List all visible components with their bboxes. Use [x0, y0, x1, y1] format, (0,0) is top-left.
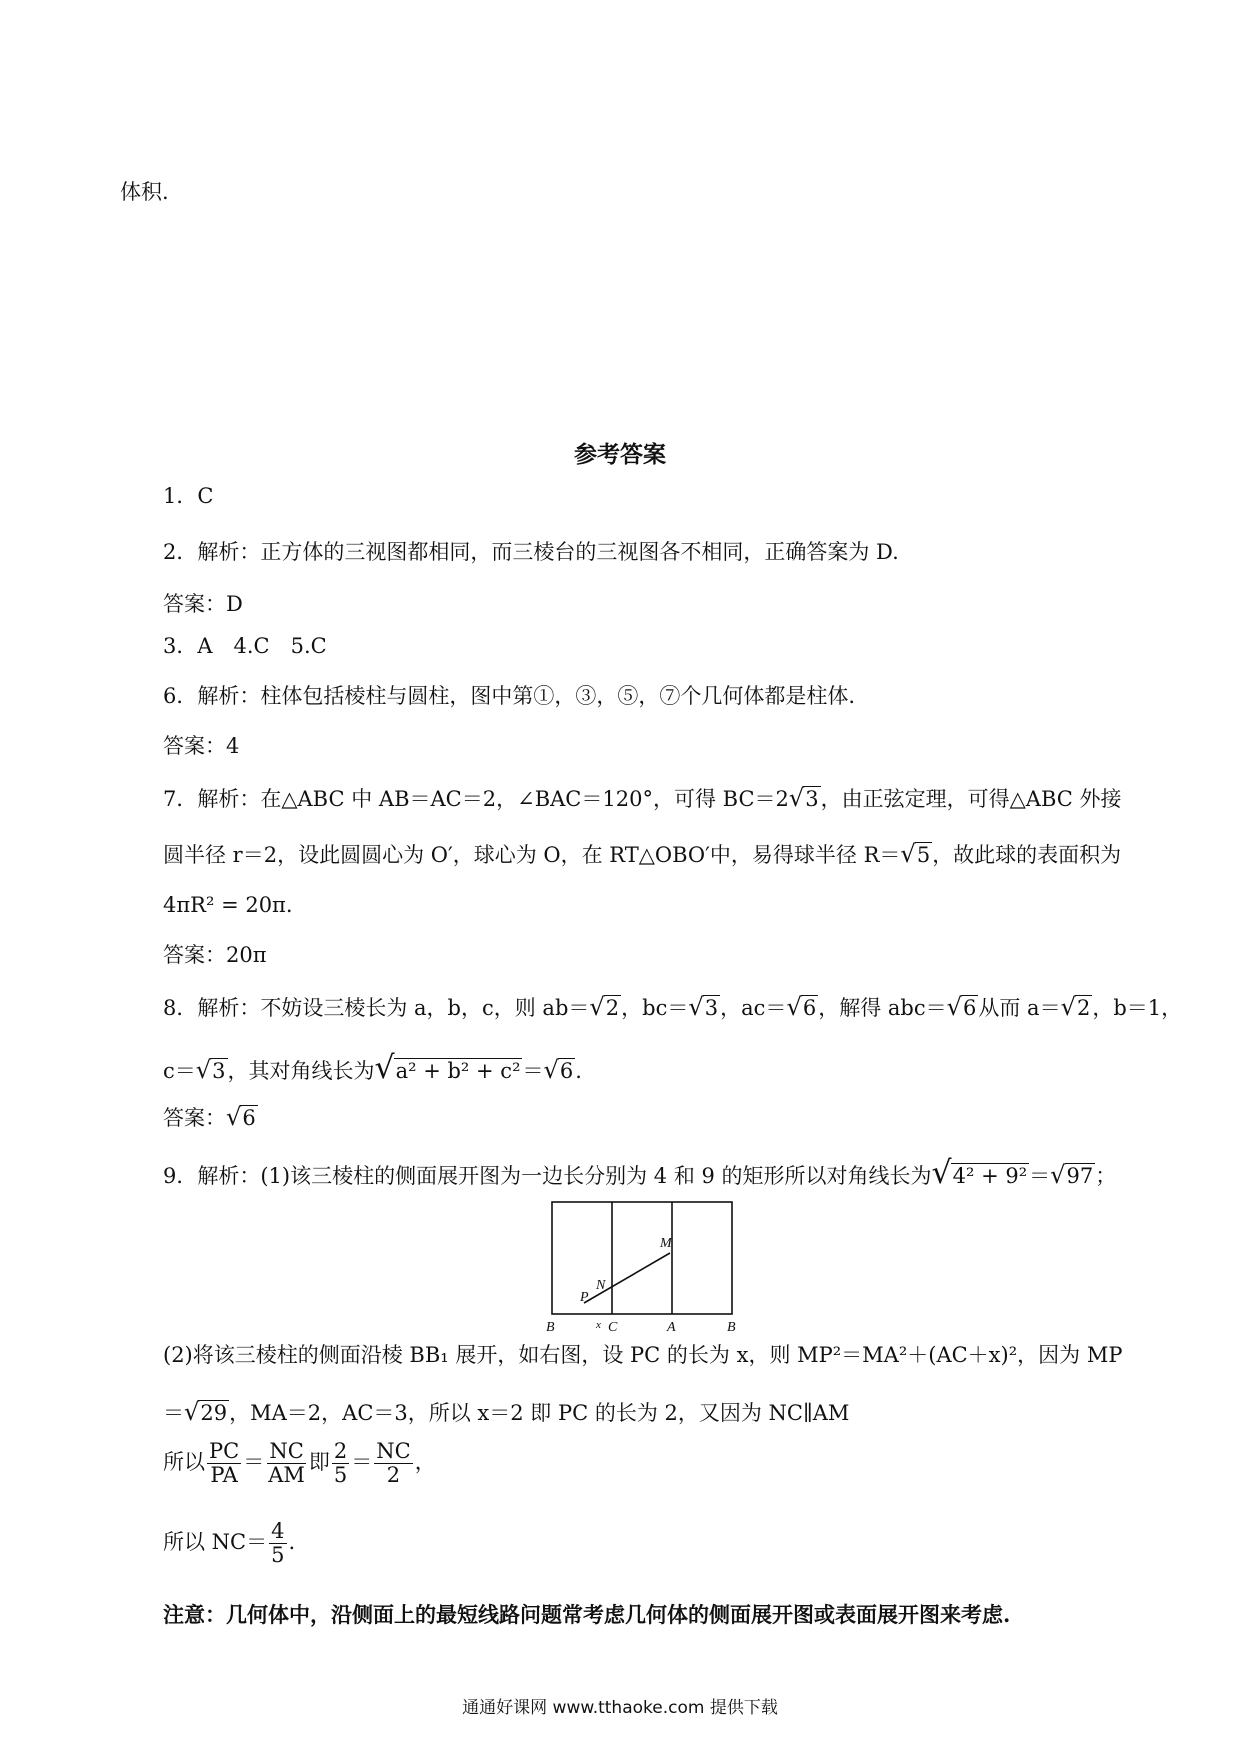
sqrt-3: √3: [788, 784, 819, 812]
label-a: A: [667, 1320, 676, 1333]
answer-7-line1: 7．解析：在△ABC 中 AB＝AC＝2，∠BAC＝120°，可得 BC＝2√3，由正弦定理，可得△ABC 外接: [163, 784, 1122, 812]
answer-9-ratio: 所以 $\frac{PC}{PA}$ ＝ $\frac{NC}{AM}$ 即 $\frac{2}{5}$ ＝ $\frac{NC}{2}$ ，: [163, 1439, 436, 1488]
prism-unfolding-figure: [540, 1193, 750, 1333]
answer-6: 6．解析：柱体包括棱柱与圆柱，图中第①，③，⑤，⑦个几何体都是柱体.: [163, 684, 856, 708]
label-x: x: [596, 1319, 601, 1331]
page-footer: 通通好课网 www.tthaoke.com 提供下载: [462, 1698, 778, 1718]
sqrt-5: √5: [900, 840, 931, 868]
label-p: P: [580, 1290, 589, 1305]
answer-7-line3: 4πR² = 20π.: [163, 893, 293, 917]
answer-9-line1: 9．解析：(1)该三棱柱的侧面展开图为一边长分别为 4 和 9 的矩形所以对角线长为√4² + 9²＝√97；: [163, 1155, 1117, 1191]
answer-3-5: 3．A 4.C 5.C: [163, 634, 327, 658]
intro-tail: 体积.: [120, 180, 169, 204]
answer-8-line2: c＝√3，其对角线长为√a² + b² + c²＝√6.: [163, 1050, 582, 1086]
answer-8-result: 答案：√6: [163, 1103, 256, 1131]
answer-9-result: 所以 NC＝ $\frac{4}{5}$ .: [163, 1519, 296, 1568]
answer-7-line2: 圆半径 r＝2，设此圆圆心为 O′，球心为 O，在 RT△OBO′中，易得球半径 R＝√5，故此球的表面积为: [163, 840, 1122, 868]
answer-2-result: 答案：D: [163, 592, 243, 616]
answer-2: 2．解析：正方体的三视图都相同，而三棱台的三视图各不相同，正确答案为 D.: [163, 540, 899, 564]
answer-6-result: 答案：4: [163, 734, 240, 758]
label-b-left: B: [546, 1320, 555, 1333]
answer-9-line3: ＝√29，MA＝2，AC＝3，所以 x＝2 即 PC 的长为 2，又因为 NC∥AM: [163, 1398, 850, 1426]
figure-outline: [552, 1202, 732, 1314]
answer-1: 1．C: [163, 484, 214, 508]
label-m: M: [660, 1236, 672, 1251]
answer-9-line2: (2)将该三棱柱的侧面沿棱 BB₁ 展开，如右图，设 PC 的长为 x，则 MP²＝MA²＋(AC＋x)²，因为 MP: [163, 1343, 1123, 1367]
answer-7-result: 答案：20π: [163, 943, 267, 967]
answer-9-note: 注意：几何体中，沿侧面上的最短线路问题常考虑几何体的侧面展开图或表面展开图来考虑.: [163, 1602, 1011, 1627]
label-c: C: [608, 1320, 618, 1333]
label-n: N: [596, 1278, 606, 1293]
label-b-right: B: [727, 1320, 736, 1333]
answer-8-line1: 8．解析：不妨设三棱长为 a，b，c，则 ab＝√2，bc＝√3，ac＝√6，解得 abc＝√6从而 a＝√2，b＝1，: [163, 993, 1183, 1021]
page-title: 参考答案: [574, 441, 666, 468]
